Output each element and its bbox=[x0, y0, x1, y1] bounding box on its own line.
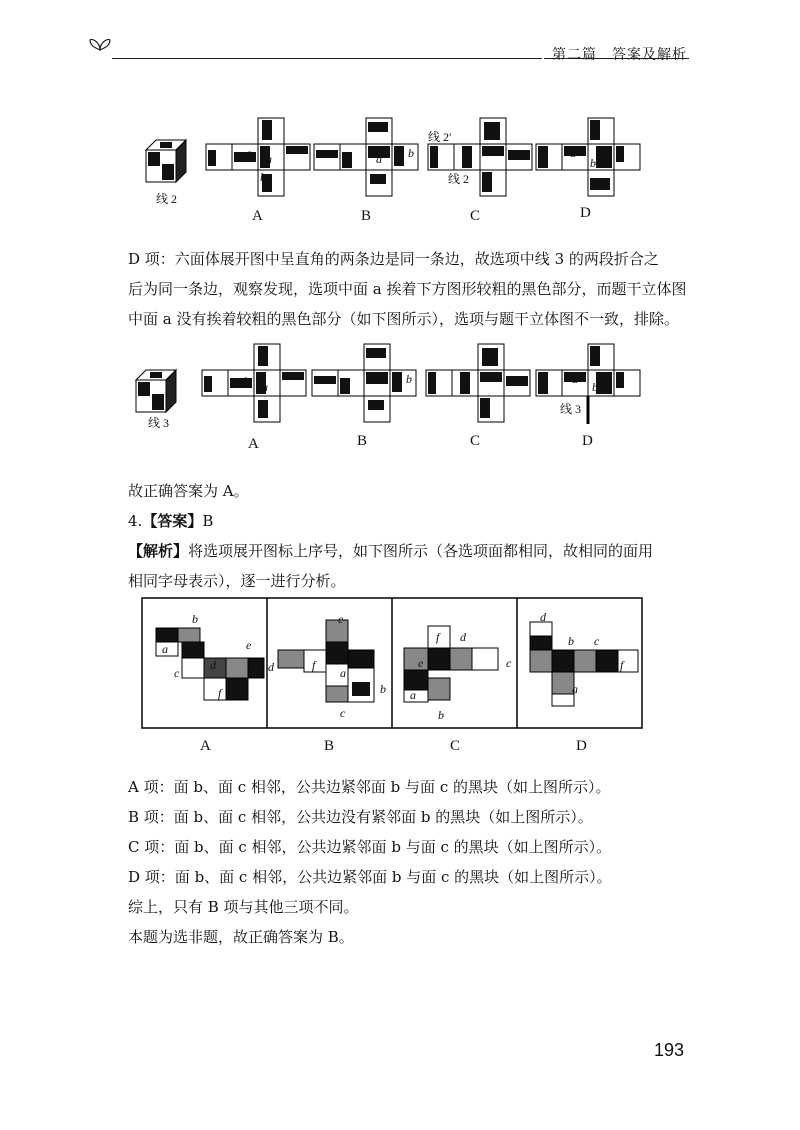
fig2-option-a-label: A bbox=[248, 436, 259, 452]
note-c-bottom: 线 2 bbox=[448, 172, 470, 186]
fig2-option-c-label: C bbox=[470, 433, 481, 449]
analysis-d: D 项：面 b、面 c 相邻，公共边紧邻面 b 与面 c 的黑块（如上图所示）。 bbox=[128, 868, 612, 886]
fig3-option-d-label: D bbox=[576, 738, 587, 754]
note-c-top: 线 2′ bbox=[428, 130, 452, 144]
q4-number: 4. bbox=[128, 512, 143, 530]
net-d-fig2 bbox=[536, 342, 640, 424]
fig2-option-b-label: B bbox=[357, 433, 368, 449]
net-a-fig1 bbox=[206, 116, 306, 198]
para-d-line-2: 后为同一条边，观察发现，选项中面 a 挨着下方图形较粗的黑色部分，而题干立体图 bbox=[128, 280, 687, 298]
net-a-fig2 bbox=[202, 342, 306, 424]
net-b-fig1 bbox=[314, 116, 418, 198]
analysis-c: C 项：面 b、面 c 相邻，公共边紧邻面 b 与面 c 的黑块（如上图所示）。 bbox=[128, 838, 612, 856]
net-d-fig1 bbox=[536, 116, 640, 198]
analysis-a: A 项：面 b、面 c 相邻，公共边紧邻面 b 与面 c 的黑块（如上图所示）。 bbox=[128, 778, 611, 796]
q4-answer-line bbox=[128, 506, 213, 537]
fig3-option-b-label: B bbox=[324, 738, 335, 754]
option-b-label: B bbox=[361, 208, 372, 224]
cube-line-label: 线 2 bbox=[156, 192, 178, 206]
option-d-label: D bbox=[580, 205, 591, 221]
answer-3: 故正确答案为 A。 bbox=[128, 482, 249, 500]
cube-line3-label: 线 3 bbox=[148, 416, 170, 430]
option-a-label: A bbox=[252, 208, 263, 224]
q4-answer: B bbox=[202, 512, 214, 530]
option-c-label: C bbox=[470, 208, 481, 224]
header-rule bbox=[112, 58, 542, 59]
net-b-fig2 bbox=[312, 342, 416, 424]
net-c-fig2 bbox=[426, 342, 530, 424]
analysis-tag: 【解析】 bbox=[128, 543, 189, 560]
para-d-line-3: 中面 a 没有挨着较粗的黑色部分（如下图所示），选项与题干立体图不一致，排除。 bbox=[128, 310, 679, 328]
section-title: 第二篇 答案及解析 bbox=[552, 47, 687, 63]
final-answer: 本题为选非题，故正确答案为 B。 bbox=[128, 928, 354, 946]
para-d-line-1: D 项：六面体展开图中呈直角的两条边是同一条边，故选项中线 3 的两段折合之 bbox=[128, 250, 659, 268]
page-number: 193 bbox=[654, 1040, 685, 1060]
fig2-option-d-label: D bbox=[582, 433, 593, 449]
fig3-option-a-label: A bbox=[200, 738, 211, 754]
analysis-line-1 bbox=[128, 536, 653, 567]
q4-answer-tag: 【答案】 bbox=[142, 513, 203, 530]
note-d-line3: 线 3 bbox=[560, 402, 582, 416]
fig3-option-c-label: C bbox=[450, 738, 461, 754]
analysis-b: B 项：面 b、面 c 相邻，公共边没有紧邻面 b 的黑块（如上图所示）。 bbox=[128, 808, 593, 826]
leaf-icon bbox=[88, 34, 112, 52]
summary-line: 综上，只有 B 项与其他三项不同。 bbox=[128, 898, 359, 916]
analysis-line-2: 相同字母表示），逐一进行分析。 bbox=[128, 572, 346, 590]
analysis-text-1: 将选项展开图标上序号，如下图所示（各选项面都相同，故相同的面用 bbox=[188, 542, 654, 560]
figure-3 bbox=[142, 598, 644, 730]
